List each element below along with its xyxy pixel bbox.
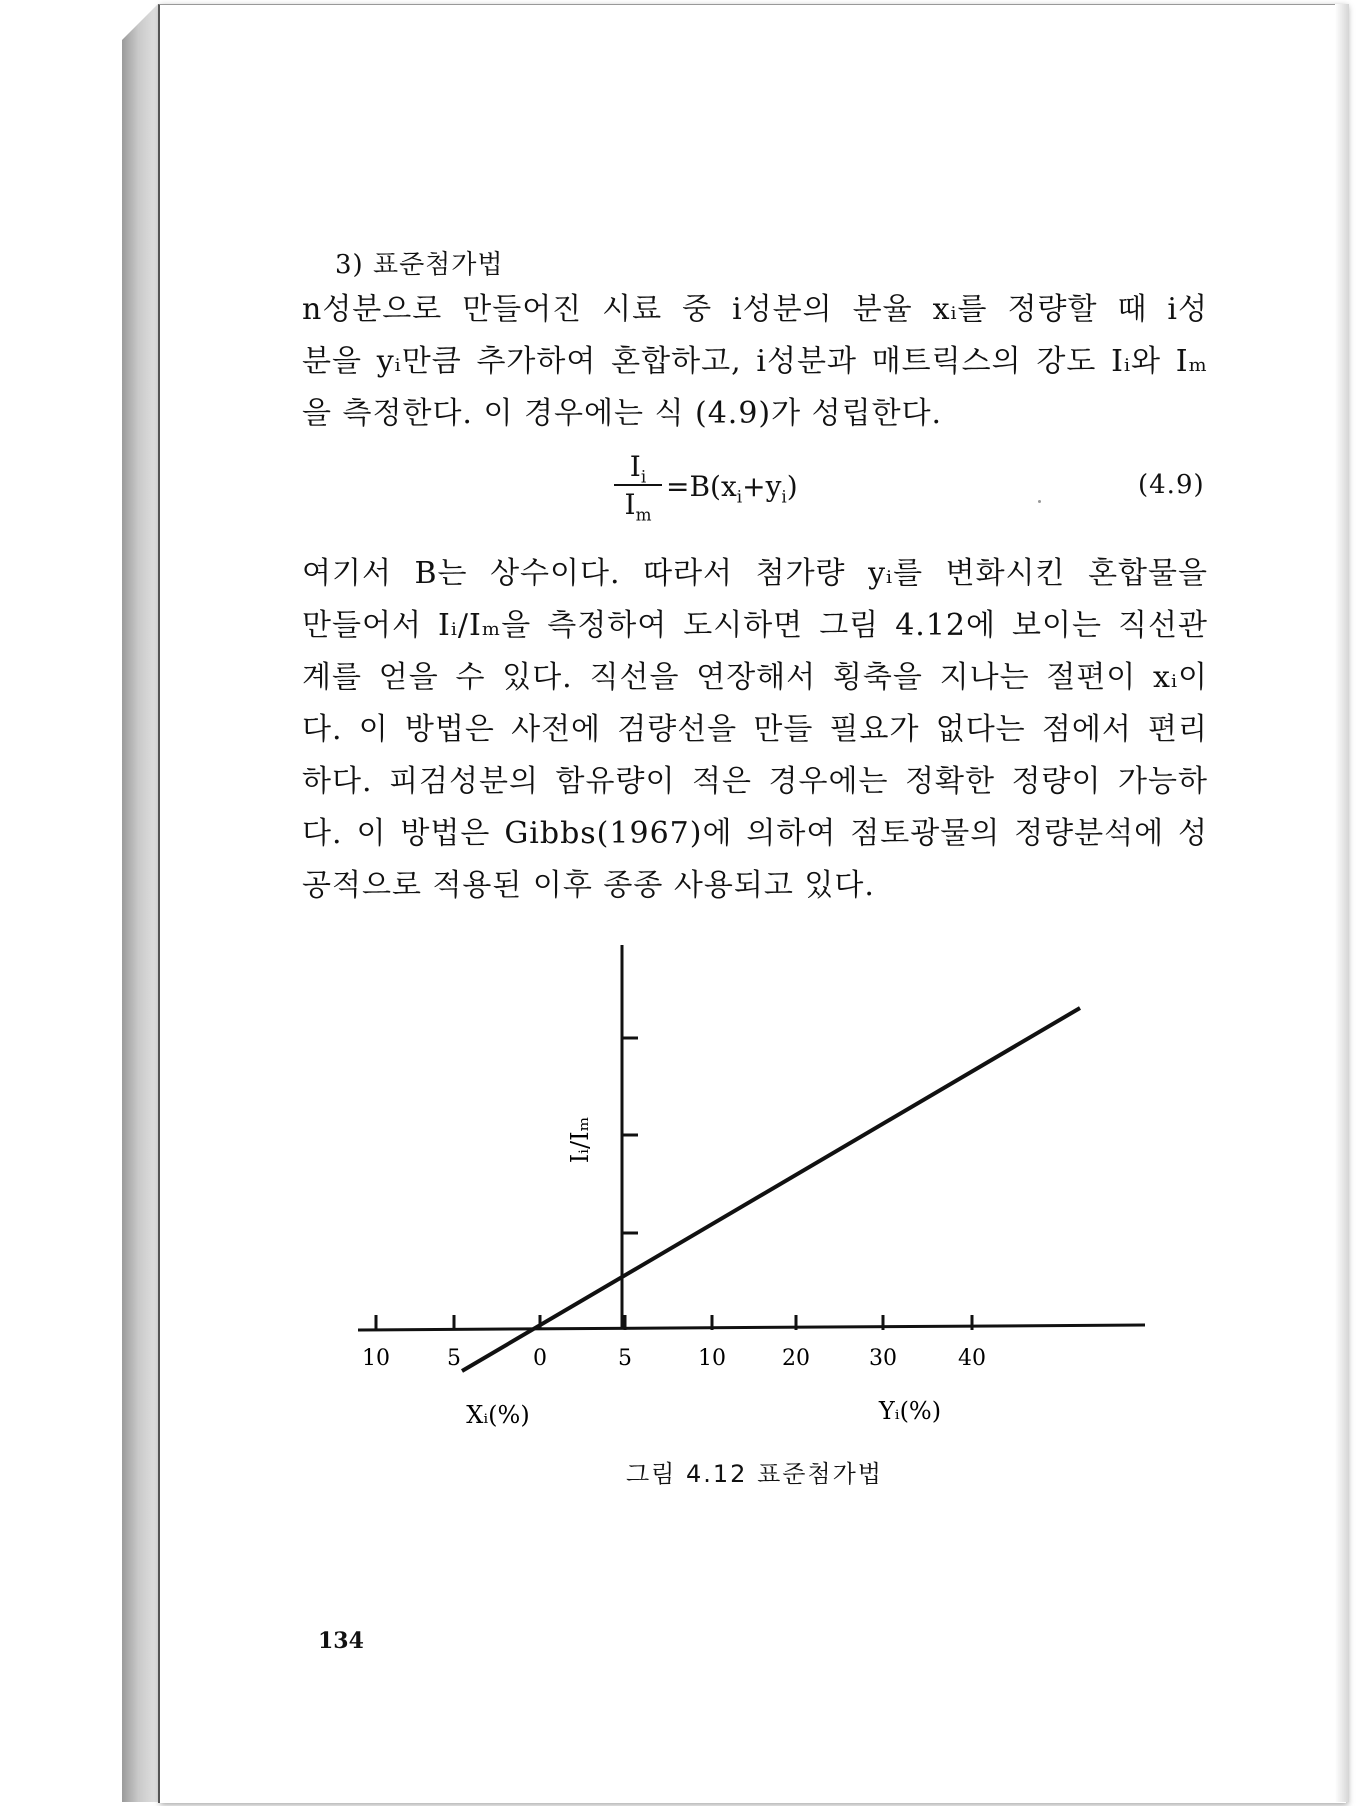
equation-fraction [614, 450, 662, 525]
x-tick-label: 10 [362, 1346, 390, 1371]
equation-number: (4.9) [1138, 470, 1205, 500]
x-tick-label: 20 [782, 1346, 810, 1371]
paragraph-2 [302, 548, 1208, 912]
book-spine [122, 4, 158, 1802]
standard-addition-chart [340, 935, 1160, 1455]
x-tick-label: 5 [447, 1346, 461, 1371]
section-heading: 3) 표준첨가법 [335, 250, 504, 280]
x-axis [358, 1325, 1145, 1330]
paragraph-1 [302, 284, 1208, 440]
y-axis-label: Iᵢ/Iₘ [566, 1116, 594, 1164]
data-line [462, 1008, 1080, 1371]
equation-denominator: $I_m$ [624, 488, 652, 525]
scan-speck [1038, 500, 1041, 503]
page-edge [1335, 4, 1349, 1802]
paragraph-line: n성분으로 만들어진 시료 중 i성분의 분율 xᵢ를 정량할 때 i성 [302, 292, 1208, 327]
x-axis-label-right: Yᵢ(%) [878, 1397, 942, 1425]
x-tick-label: 40 [958, 1346, 986, 1371]
paragraph-line: 다. 이 방법은 사전에 검량선을 만들 필요가 없다는 점에서 편리 [302, 712, 1208, 747]
paragraph-line: 여기서 B는 상수이다. 따라서 첨가량 yᵢ를 변화시킨 혼합물을 [302, 556, 1208, 591]
paragraph-line: 을 측정한다. 이 경우에는 식 (4.9)가 성립한다. [302, 396, 943, 431]
page-number: 134 [318, 1628, 364, 1654]
x-tick-label: 5 [618, 1346, 632, 1371]
paragraph-line: 만들어서 Iᵢ/Iₘ을 측정하여 도시하면 그림 4.12에 보이는 직선관 [302, 608, 1208, 643]
x-axis-label-left: Xᵢ(%) [466, 1401, 530, 1429]
paragraph-line: 공적으로 적용된 이후 종종 사용되고 있다. [302, 868, 875, 903]
x-tick-label: 10 [698, 1346, 726, 1371]
equation-numerator: $I_i$ [614, 450, 662, 486]
x-tick-label: 30 [869, 1346, 897, 1371]
x-tick-label: 0 [533, 1346, 547, 1371]
paragraph-line: 다. 이 방법은 Gibbs(1967)에 의하여 점토광물의 정량분석에 성 [302, 816, 1208, 851]
x-tick-labels [362, 1346, 986, 1371]
paragraph-line: 계를 얻을 수 있다. 직선을 연장해서 횡축을 지나는 절편이 xᵢ이 [302, 660, 1208, 695]
figure-caption: 그림 4.12 표준첨가법 [626, 1460, 883, 1488]
paragraph-line: 하다. 피검성분의 함유량이 적은 경우에는 정확한 정량이 가능하 [302, 764, 1208, 799]
paragraph-line: 분을 yᵢ만큼 추가하여 혼합하고, i성분과 매트릭스의 강도 Iᵢ와 Iₘ [302, 344, 1208, 379]
equation-rhs: $=B(x_i+y_i)$ [666, 470, 798, 507]
